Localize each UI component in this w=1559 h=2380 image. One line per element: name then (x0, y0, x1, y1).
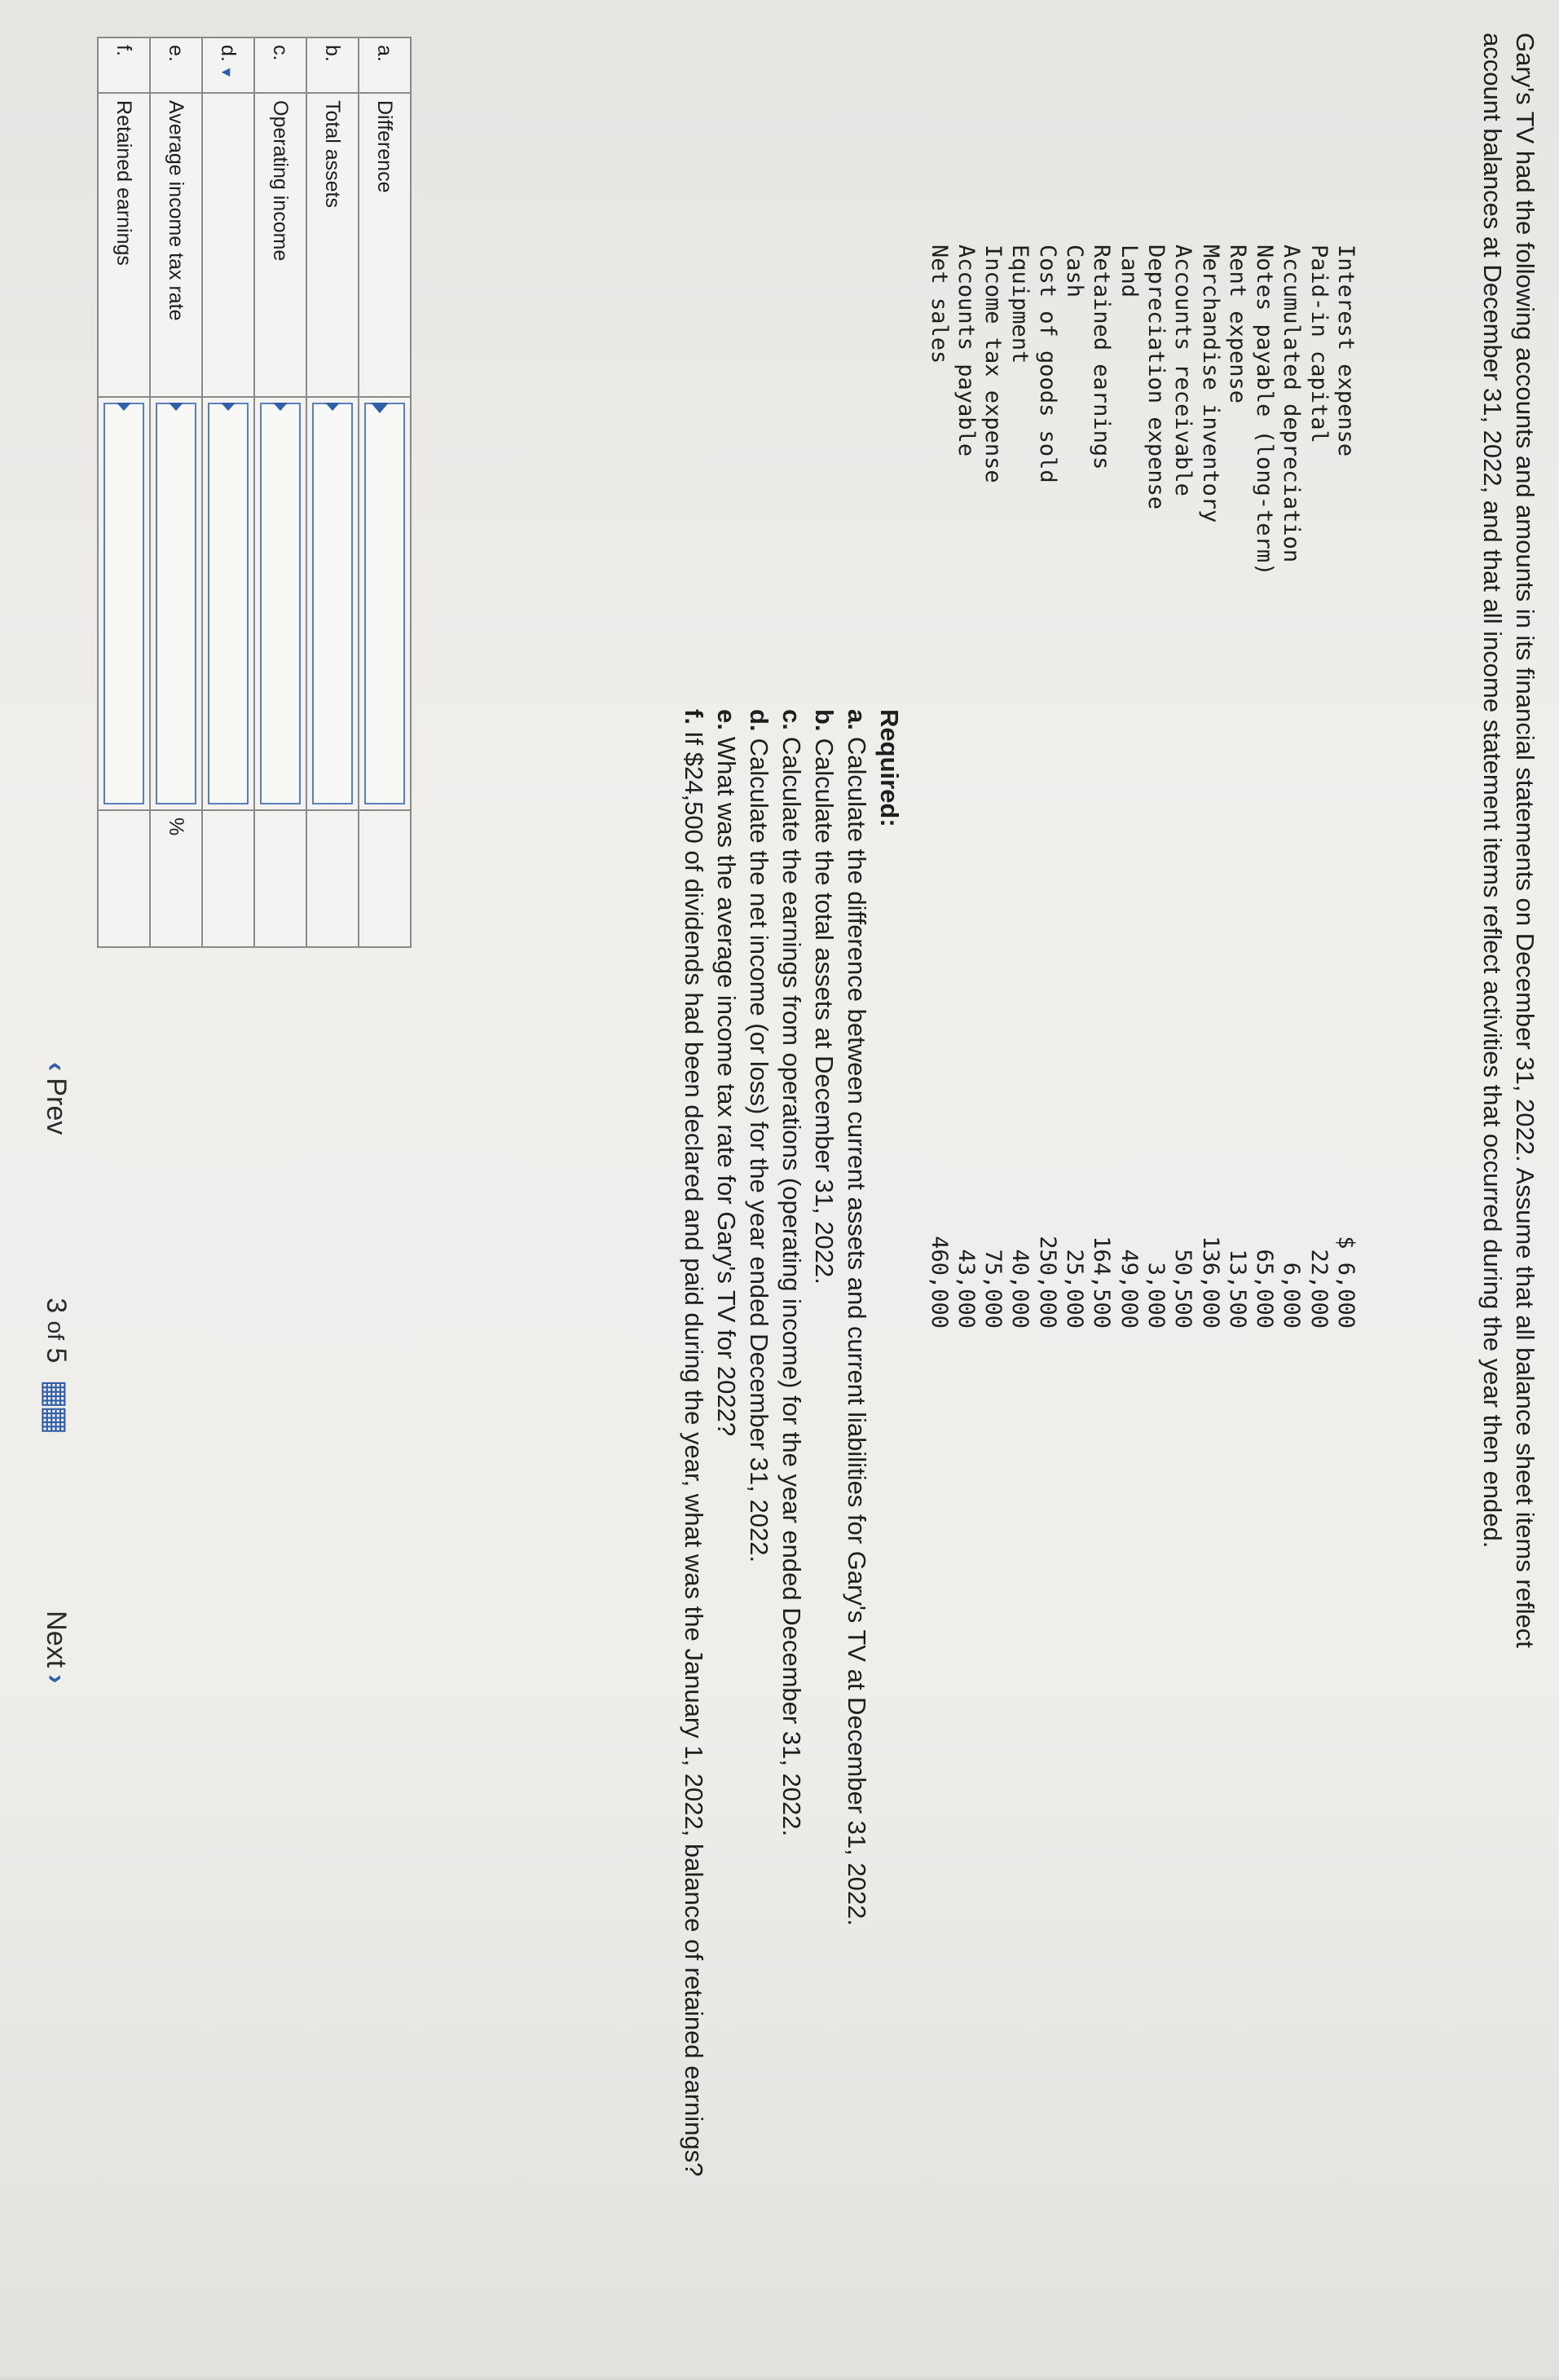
account-row (925, 245, 952, 1329)
account-amount: 136,000 (1197, 1236, 1223, 1329)
account-amount: 50,500 (1170, 1249, 1196, 1329)
item-text: Calculate the difference between current assets and current liabilities for Gary's TV at December 31, 2022. (843, 736, 871, 1926)
required-item (710, 709, 742, 2380)
next-button[interactable]: Next› (41, 1611, 72, 1684)
account-amount: 49,000 (1116, 1249, 1142, 1329)
required-section (677, 709, 905, 2380)
account-amount: 460,000 (926, 1236, 952, 1329)
item-text: Calculate the earnings from operations (operating income) for the year ended December 31, 2022. (777, 736, 806, 1837)
answer-row (306, 37, 359, 947)
answer-input[interactable] (208, 403, 249, 804)
account-row (1088, 245, 1115, 1329)
answer-input[interactable] (312, 403, 353, 804)
answer-suffix (359, 810, 411, 947)
answer-letter: f. (98, 37, 150, 93)
account-amount: 25,000 (1062, 1249, 1088, 1329)
answer-input-cell (306, 397, 359, 810)
account-name: Depreciation expense (1143, 245, 1169, 510)
account-row (1251, 245, 1278, 1329)
answer-input-cell (98, 397, 150, 810)
page-of: of (43, 1320, 69, 1340)
input-marker-icon (169, 403, 183, 411)
input-marker-icon (325, 403, 340, 411)
account-amount: 3,000 (1143, 1262, 1169, 1329)
account-name: Notes payable (long-term) (1252, 245, 1278, 576)
item-letter: e. (712, 709, 741, 730)
answer-row (359, 37, 411, 947)
account-row (1061, 245, 1088, 1329)
item-letter: a. (843, 709, 871, 730)
account-name: Accounts receivable (1170, 245, 1196, 496)
account-amount: $ 6,000 (1333, 1236, 1359, 1329)
account-row (1224, 245, 1251, 1329)
account-row (953, 245, 980, 1329)
answer-suffix (306, 810, 359, 947)
answer-letter: c. (254, 37, 306, 93)
answer-letter: a. (359, 37, 411, 93)
input-marker-icon (117, 403, 131, 411)
answer-label: Total assets (306, 93, 359, 397)
answer-label: Operating income (254, 93, 306, 397)
grid-icon[interactable]: ▦▦ (38, 1379, 73, 1432)
answer-suffix (254, 810, 306, 947)
answer-suffix (98, 810, 150, 947)
answer-label: Retained earnings (98, 93, 150, 397)
required-item (808, 709, 840, 2380)
account-row (1305, 245, 1332, 1329)
answer-input-cell (150, 397, 202, 810)
account-amount: 75,000 (980, 1249, 1006, 1329)
account-name: Land (1116, 245, 1142, 298)
account-name: Cash (1062, 245, 1088, 298)
answer-input[interactable] (260, 403, 301, 804)
chevron-right-icon: › (41, 1674, 72, 1684)
answer-input[interactable] (156, 403, 196, 804)
item-text: Calculate the total assets at December 31, 2022. (810, 738, 839, 1285)
account-name: Income tax expense (980, 245, 1006, 483)
answer-suffix (202, 810, 254, 947)
required-item (775, 709, 808, 2380)
item-text: Calculate the net income (or loss) for the year ended December 31, 2022. (745, 738, 773, 1563)
account-row (1033, 245, 1060, 1329)
account-row (1006, 245, 1033, 1329)
answer-label: Average income tax rate (150, 93, 202, 397)
account-amount: 65,000 (1252, 1249, 1278, 1329)
input-marker-icon (221, 403, 236, 411)
account-row (1115, 245, 1142, 1329)
account-name: Retained earnings (1089, 245, 1115, 470)
answer-letter: b. (306, 37, 359, 93)
answer-label: Difference (359, 93, 411, 397)
account-row (1196, 245, 1223, 1329)
answer-input[interactable] (103, 403, 144, 804)
account-name: Accounts payable (953, 245, 979, 457)
account-row (1169, 245, 1196, 1329)
answer-letter: d.▼ (202, 37, 254, 93)
pagination (37, 1056, 74, 1690)
account-amount: 40,000 (1007, 1249, 1033, 1329)
account-amount: 13,500 (1224, 1249, 1250, 1329)
answer-input-cell (359, 397, 411, 810)
answer-input-cell (202, 397, 254, 810)
answer-label-select[interactable] (202, 93, 254, 397)
prev-button[interactable]: ‹Prev (41, 1062, 72, 1135)
account-name: Rent expense (1224, 245, 1250, 404)
account-name: Cost of goods sold (1034, 245, 1060, 483)
account-amount: 250,000 (1034, 1236, 1060, 1329)
answer-row (150, 37, 202, 947)
account-list (925, 245, 1359, 1329)
answer-input-cell (254, 397, 306, 810)
answer-input[interactable] (364, 403, 405, 804)
chevron-left-icon: ‹ (41, 1062, 72, 1072)
problem-intro: Gary's TV had the following accounts and amounts in its financial statements on December 31, 2022. Assume that all balance sheet items reflect account balances at December 31, 2022, and that all income statement items reflect activities that occurred during the year then ended. (1478, 33, 1539, 1648)
account-row (1143, 245, 1169, 1329)
required-heading: Required: (875, 709, 904, 827)
account-amount: 22,000 (1306, 1249, 1332, 1329)
item-text: What was the average income tax rate for Gary's TV for 2022? (712, 736, 741, 1437)
answer-row (254, 37, 306, 947)
account-name: Accumulated depreciation (1279, 245, 1305, 563)
required-item (840, 709, 873, 2380)
required-item (742, 709, 775, 2380)
account-name: Paid-in capital (1306, 245, 1332, 443)
label-dropdown-icon[interactable]: ▼ (218, 64, 236, 80)
required-item (677, 709, 710, 2380)
item-letter: d. (745, 709, 773, 732)
account-name: Interest expense (1333, 245, 1359, 457)
item-letter: b. (810, 709, 839, 732)
percent-suffix: % (150, 810, 202, 947)
account-amount: 6,000 (1279, 1262, 1305, 1329)
account-row (980, 245, 1006, 1329)
account-name: Equipment (1007, 245, 1033, 364)
input-marker-icon (273, 403, 288, 411)
answer-letter: e. (150, 37, 202, 93)
account-row (1332, 245, 1359, 1329)
account-name: Net sales (926, 245, 952, 364)
account-amount: 43,000 (953, 1249, 979, 1329)
item-letter: c. (777, 709, 806, 730)
answer-row (98, 37, 150, 947)
account-name: Merchandise inventory (1197, 245, 1223, 523)
item-letter: f. (680, 709, 708, 725)
answer-row (202, 37, 254, 947)
answer-table (97, 37, 412, 948)
item-text: If $24,500 of dividends had been declared and paid during the year, what was the January 1, 2022, balance of retained earnings? (680, 730, 708, 2177)
account-amount: 164,500 (1089, 1236, 1115, 1329)
page-current: 3 (41, 1298, 72, 1314)
page-total: 5 (41, 1347, 72, 1364)
account-row (1278, 245, 1305, 1329)
